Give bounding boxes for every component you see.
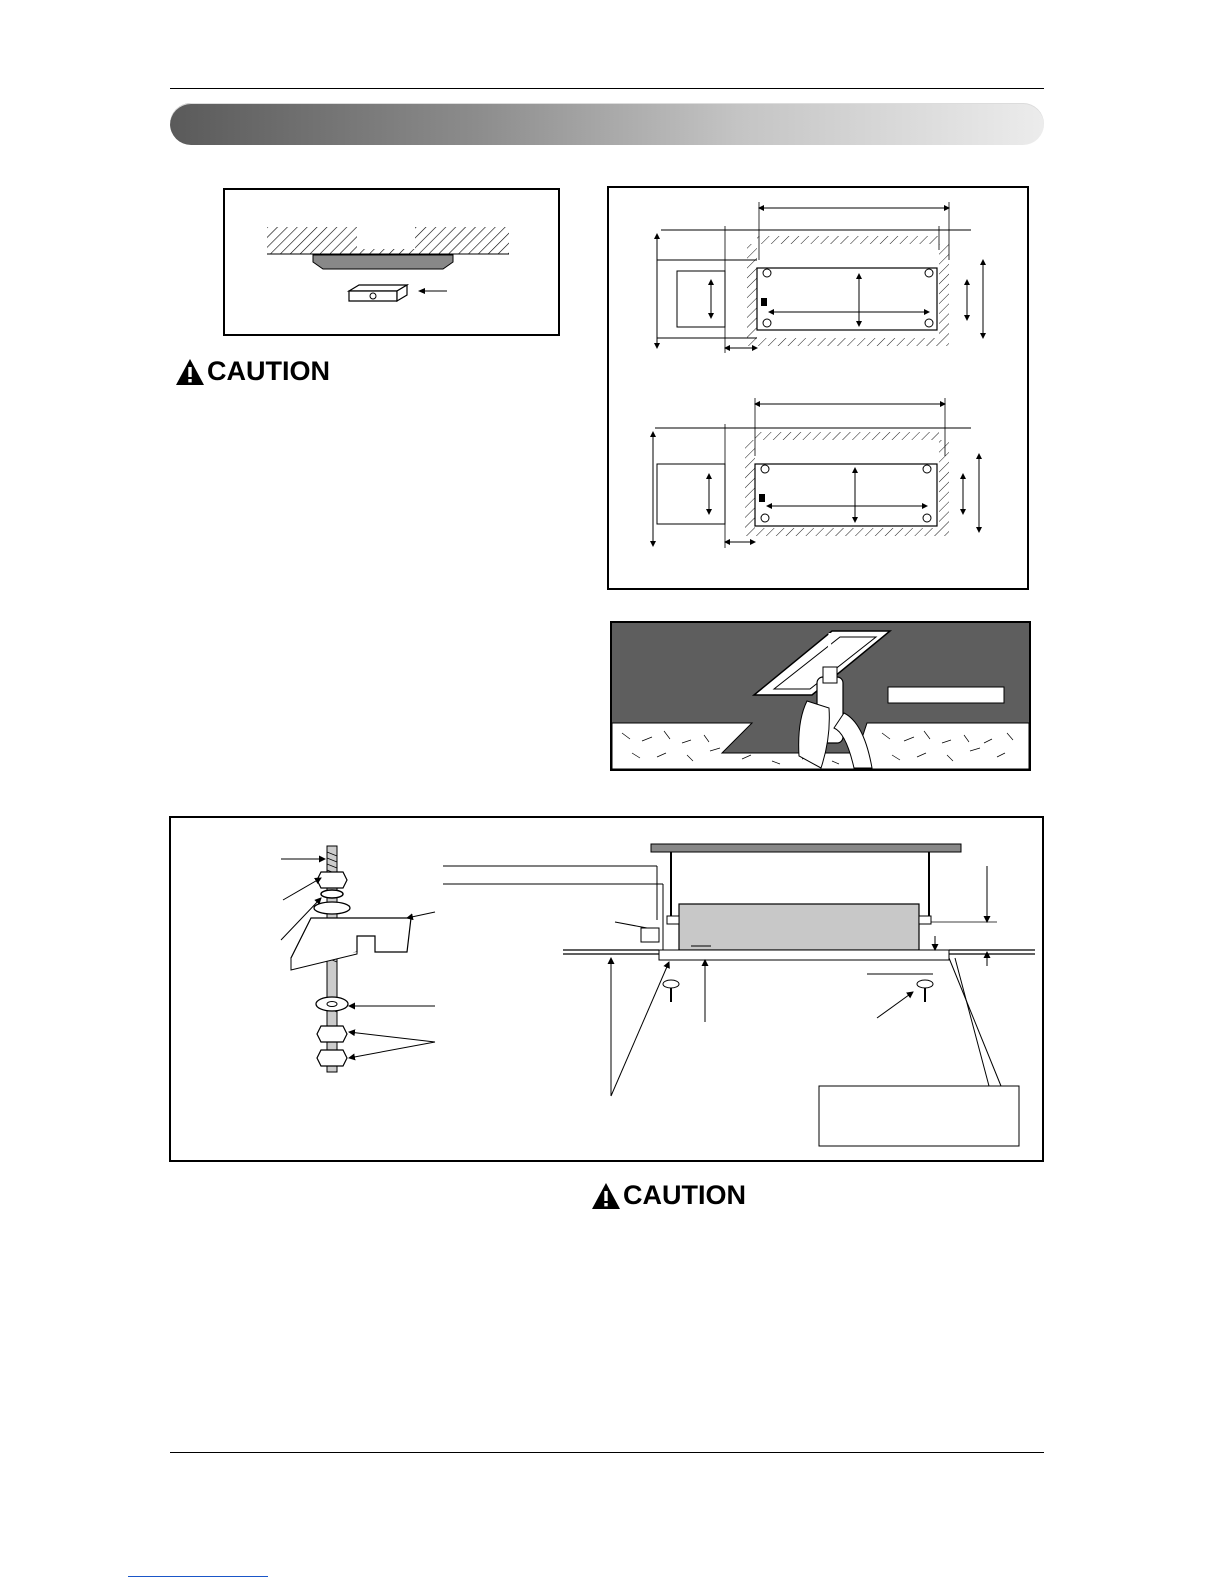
hanging-bolt-assembly (281, 846, 435, 1072)
ceiling-anchor-figure (223, 188, 560, 336)
anchor-plate (313, 255, 453, 269)
screw-left (663, 980, 679, 1002)
indoor-unit-installation (443, 844, 1035, 1146)
warning-triangle-icon (175, 358, 205, 386)
warning-triangle-icon (591, 1182, 621, 1210)
mounting-dimensions-figure (607, 186, 1029, 590)
top-nut (317, 872, 347, 888)
caution-heading-left (175, 356, 330, 387)
footer-rule (170, 1452, 1044, 1453)
header-rule (170, 88, 1044, 89)
anchor-block-icon (349, 285, 407, 301)
lower-nut-1 (317, 1026, 347, 1042)
hanging-bolt-figure (169, 816, 1044, 1162)
lower-nut-2 (317, 1050, 347, 1066)
flat-washer-top (314, 902, 350, 914)
caution-label: CAUTION (207, 356, 330, 386)
drilling-ceiling-figure (610, 621, 1031, 771)
screw-right (917, 980, 933, 1002)
spring-washer (321, 890, 343, 898)
label-box (888, 687, 1004, 703)
caution-heading-right (591, 1180, 746, 1211)
dimension-drawing-upper (657, 202, 983, 353)
footer-link-underline[interactable] (128, 1576, 268, 1577)
note-box (819, 1086, 1019, 1146)
section-banner (170, 103, 1044, 145)
dimension-drawing-lower (653, 398, 979, 548)
caution-label: CAUTION (623, 1180, 746, 1210)
